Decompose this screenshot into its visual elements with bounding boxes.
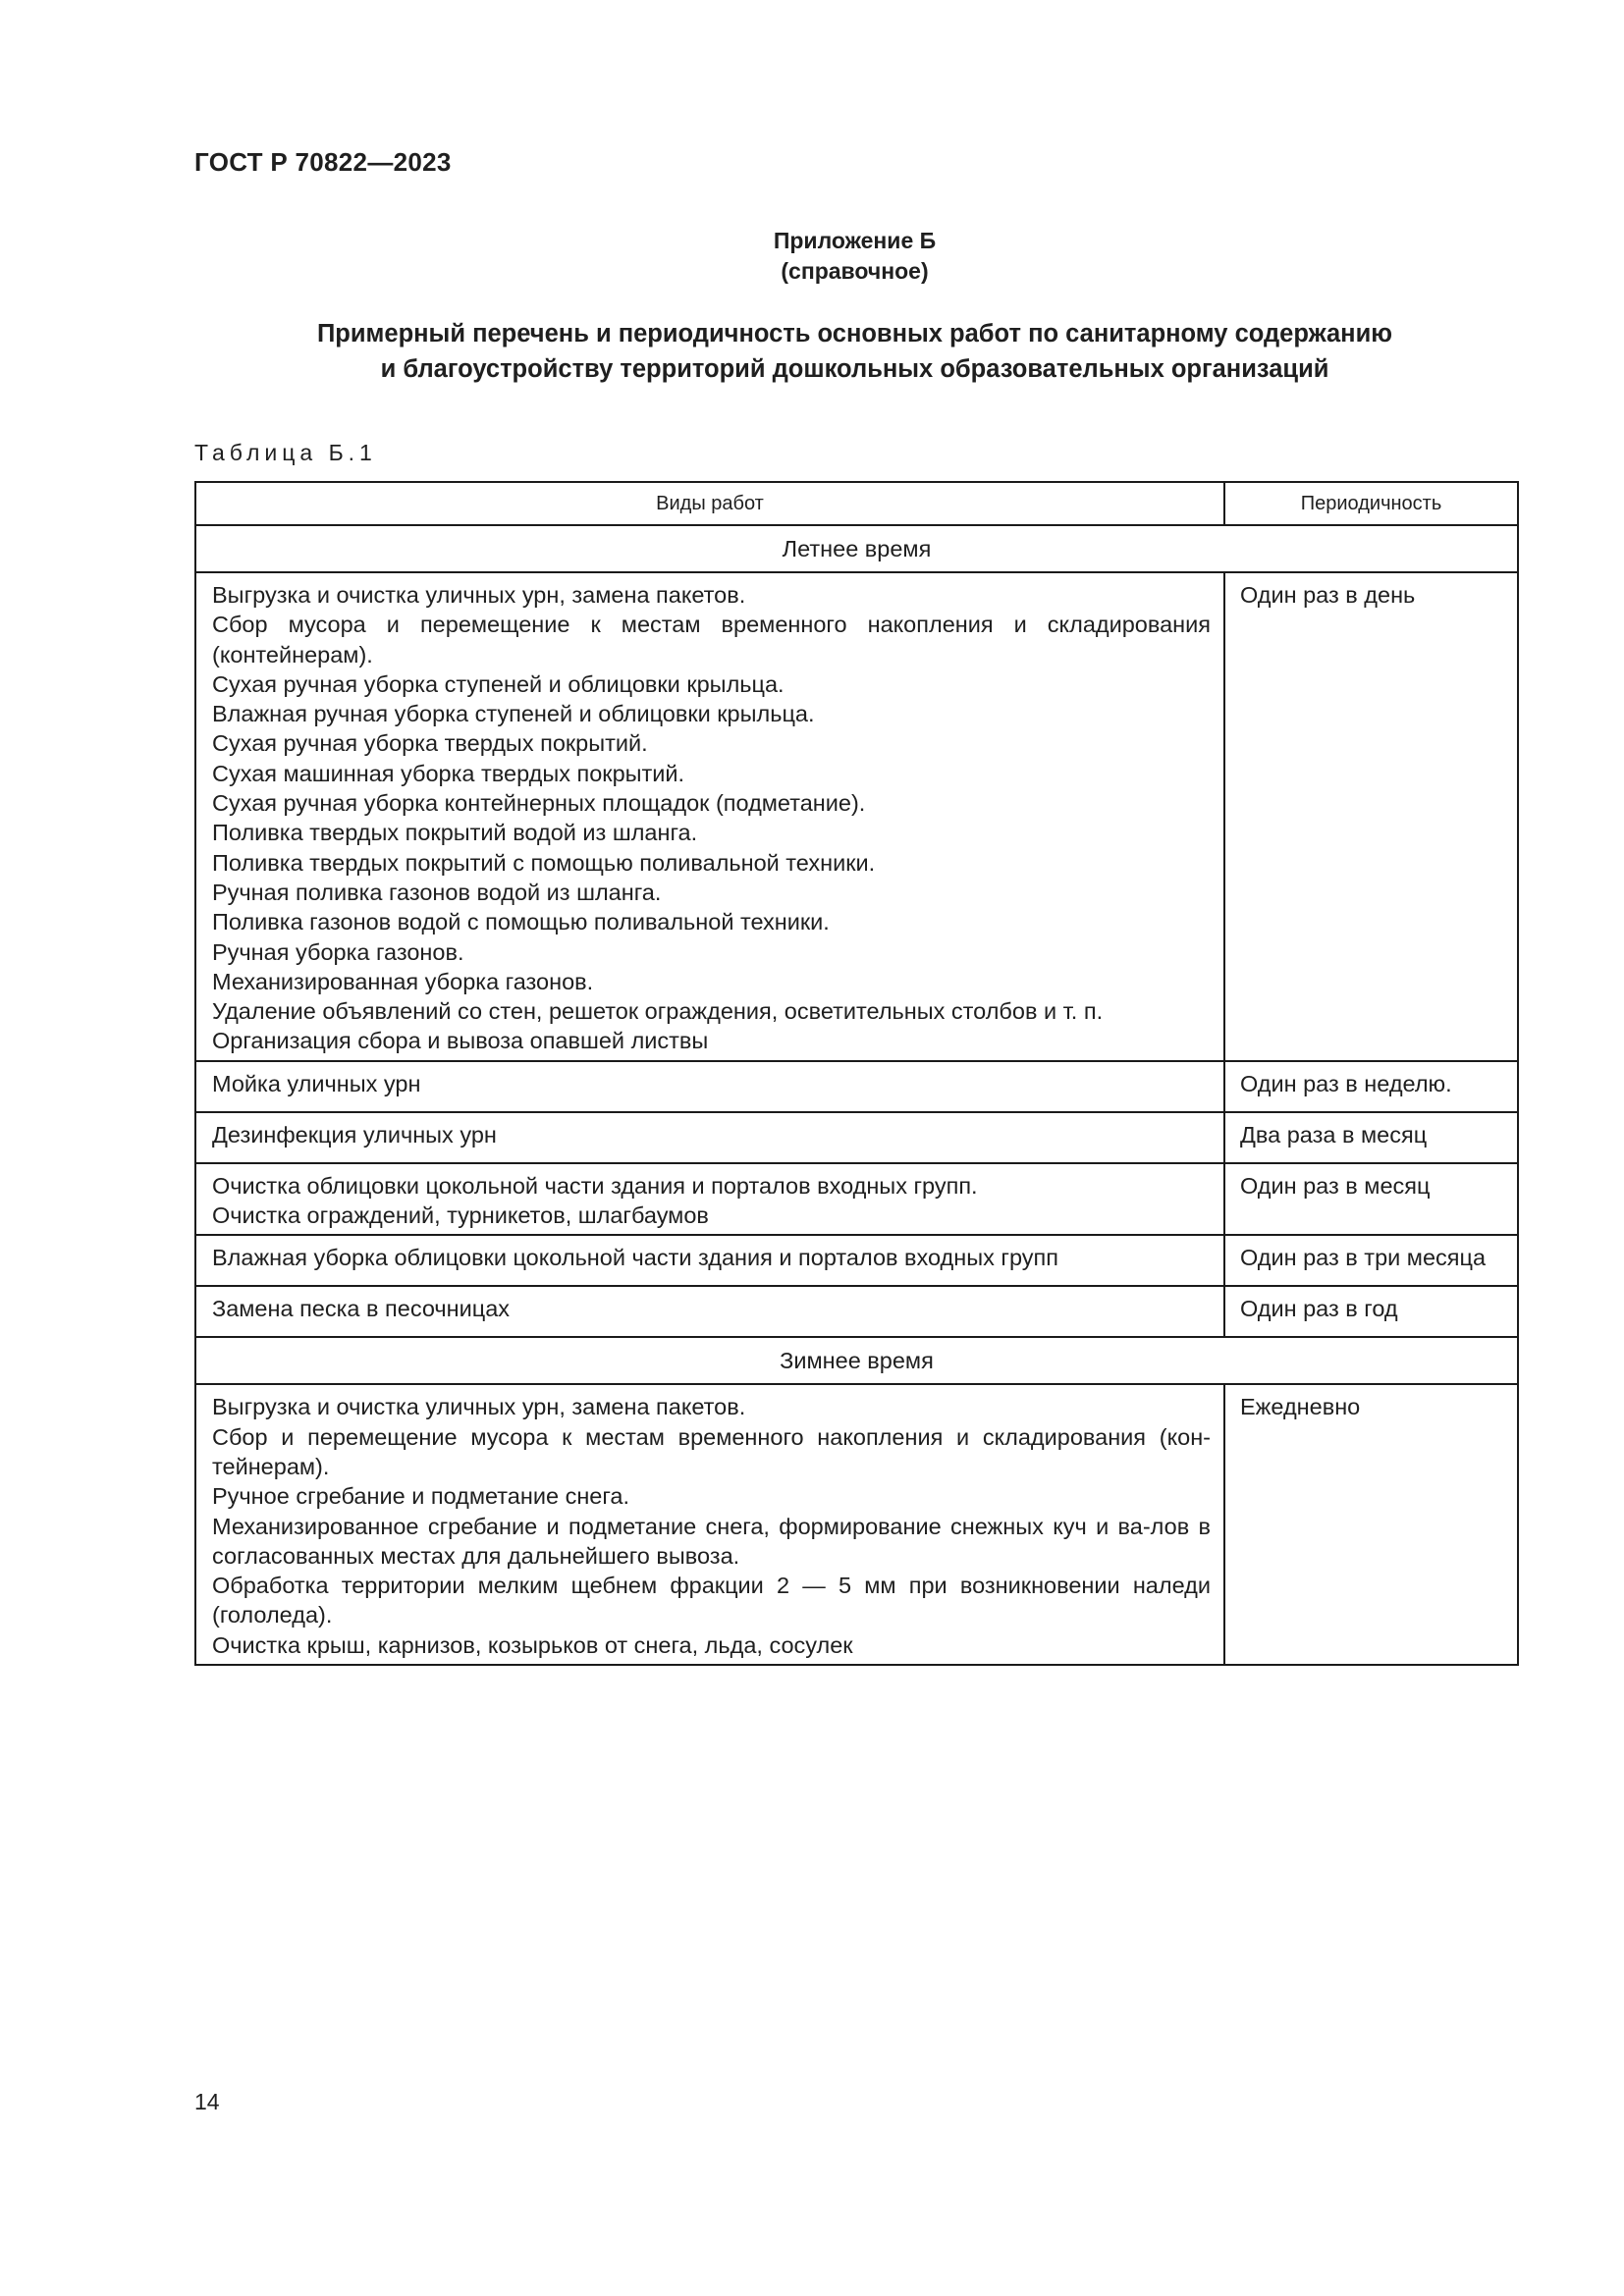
work-item: Поливка газонов водой с помощью поливальной техники. [212, 909, 830, 935]
period-cell: Один раз в три месяца [1224, 1235, 1518, 1286]
work-item: Выгрузка и очистка уличных урн, замена пакетов. [212, 582, 746, 608]
work-item: Организация сбора и вывоза опавшей листвы [212, 1028, 709, 1054]
work-item: Механизированная уборка газонов. [212, 968, 594, 994]
period-cell: Один раз в день [1224, 572, 1518, 1061]
document-title [0, 316, 1624, 387]
period-cell: Один раз в год [1224, 1286, 1518, 1337]
document-header: ГОСТ Р 70822—2023 [194, 147, 452, 177]
work-item: Очистка крыш, карнизов, козырьков от снега, льда, сосулек [212, 1631, 853, 1658]
work-item: Очистка ограждений, турникетов, шлагбаумов [212, 1202, 709, 1229]
section-label-summer: Летнее время [195, 525, 1518, 572]
works-cell [195, 1286, 1224, 1337]
period-cell: Один раз в месяц [1224, 1163, 1518, 1236]
works-cell [195, 1163, 1224, 1236]
works-table [194, 481, 1519, 1666]
work-item: Сухая ручная уборка твердых покрытий. [212, 730, 648, 757]
appendix-subtitle: (справочное) [781, 258, 929, 284]
table-row [195, 1235, 1518, 1286]
period-cell: Один раз в неделю. [1224, 1061, 1518, 1112]
work-item: Дезинфекция уличных урн [212, 1121, 497, 1148]
column-header-works: Виды работ [195, 482, 1224, 525]
work-item: Ручное сгребание и подметание снега. [212, 1483, 630, 1510]
appendix-title: Приложение Б [773, 228, 937, 253]
table-row [195, 1061, 1518, 1112]
work-item: Мойка уличных урн [212, 1070, 421, 1096]
work-item: Влажная уборка облицовки цокольной части здания и порталов входных групп [212, 1245, 1058, 1271]
table-row [195, 1163, 1518, 1236]
work-item: Сбор и перемещение мусора к местам временного накопления и складирования (кон-тейнерам). [212, 1423, 1211, 1479]
work-item: Ручная поливка газонов водой из шланга. [212, 879, 662, 905]
period-cell: Два раза в месяц [1224, 1112, 1518, 1163]
work-item: Сбор мусора и перемещение к местам временного накопления и складирования (контейнерам). [212, 612, 1211, 667]
work-item: Сухая ручная уборка ступеней и облицовки крыльца. [212, 670, 785, 697]
section-row-summer [195, 525, 1518, 572]
work-item: Влажная ручная уборка ступеней и облицовки крыльца. [212, 701, 815, 727]
table-caption: Таблица Б.1 [194, 440, 377, 465]
table-row [195, 1112, 1518, 1163]
work-item: Очистка облицовки цокольной части здания и порталов входных групп. [212, 1172, 978, 1199]
work-item: Сухая ручная уборка контейнерных площадок (подметание). [212, 790, 866, 817]
table-row [195, 1384, 1518, 1665]
works-cell [195, 1061, 1224, 1112]
period-cell: Ежедневно [1224, 1384, 1518, 1665]
section-label-winter: Зимнее время [195, 1337, 1518, 1384]
work-item: Обработка территории мелким щебнем фракции 2 — 5 мм при возникновении наледи (гололеда). [212, 1573, 1211, 1629]
work-item: Ручная уборка газонов. [212, 938, 464, 965]
works-cell [195, 1384, 1224, 1665]
works-cell [195, 1235, 1224, 1286]
work-item: Замена песка в песочницах [212, 1296, 511, 1322]
title-line-1: Примерный перечень и периодичность основных работ по санитарному содержанию [316, 320, 1393, 347]
work-item: Удаление объявлений со стен, решеток ограждения, осветительных столбов и т. п. [212, 998, 1104, 1025]
table-header-row [195, 482, 1518, 525]
work-item: Механизированное сгребание и подметание снега, формирование снежных куч и ва-лов в согласованных местах для дальнейшего вывоза. [212, 1513, 1211, 1569]
work-item: Выгрузка и очистка уличных урн, замена пакетов. [212, 1394, 746, 1420]
works-cell [195, 572, 1224, 1061]
table-row [195, 1286, 1518, 1337]
work-item: Поливка твердых покрытий с помощью поливальной техники. [212, 849, 876, 876]
works-cell [195, 1112, 1224, 1163]
work-item: Поливка твердых покрытий водой из шланга. [212, 820, 698, 846]
page-number: 14 [194, 2089, 220, 2114]
work-item: Сухая машинная уборка твердых покрытий. [212, 760, 685, 786]
section-row-winter [195, 1337, 1518, 1384]
table-row [195, 572, 1518, 1061]
title-line-2: и благоустройству территорий дошкольных образовательных организаций [380, 355, 1329, 383]
column-header-period: Периодичность [1224, 482, 1518, 525]
